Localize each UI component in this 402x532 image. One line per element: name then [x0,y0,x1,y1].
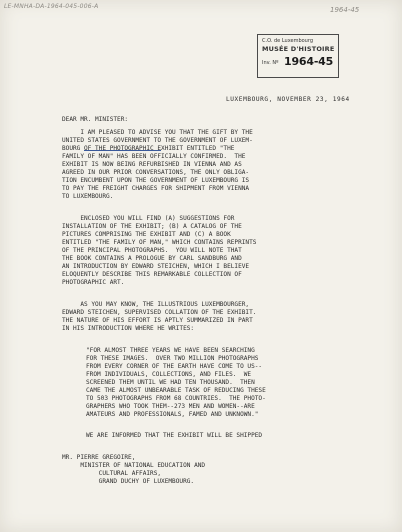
stamp-inv-label: Inv. Nº [262,60,279,66]
museum-inventory-stamp [257,34,339,78]
handwritten-reference: 1964-45 [330,6,360,14]
paragraph-2: ENCLOSED YOU WILL FIND (A) SUGGESTIONS FOR INSTALLATION OF THE EXHIBIT; (B) A CATALOG OF THE PICTURES COMPRISING THE EXHIBIT AND (C) A BOOK ENTITLED "THE FAMILY OF MAN," WHICH CONTAINS REPRINTS OF THE PRINCIPAL PHOTOGRAPHS. YOU WILL NOTE THAT THE BOOK CONTAINS A PROLOGUE BY CARL SANDBURG AND AN INTRODUCTION BY EDWARD STEICHEN, WHICH I BELIEVE ELOQUENTLY DESCRIBE THIS REMARKABLE COLLECTION OF PHOTOGRAPHIC ART. [62,215,257,286]
stamp-line-2: MUSÉE D'HISTOIRE [262,45,335,53]
letter-salutation: DEAR MR. MINISTER: [62,116,129,123]
paragraph-1: I AM PLEASED TO ADVISE YOU THAT THE GIFT BY THE UNITED STATES GOVERNMENT TO THE GOVERNMENT OF LUXEM- BOURG OF THE PHOTOGRAPHIC EXHIBIT ENTITLED "THE FAMILY OF MAN" HAS BEEN OFFICIALLY CONFIRMED. THE EXHIBIT IS NOW BEING REFURBISHED IN VIENNA AND AS AGREED IN OUR PRIOR CONVERSATIONS, THE ONLY OBLIGA- TION ENCUMBENT UPON THE GOVERNMENT OF LUXEMBOURG IS TO PAY THE FREIGHT CHARGES FOR SHIPMENT FROM VIENNA TO LUXEMBOURG. [62,129,253,200]
stamp-line-1: C.O. de Luxembourg [262,38,313,44]
archive-reference: LE-MNHA-DA-1964-045-006-A [4,3,99,10]
paragraph-4: WE ARE INFORMED THAT THE EXHIBIT WILL BE SHIPPED [86,432,263,439]
steichen-quote: "FOR ALMOST THREE YEARS WE HAVE BEEN SEARCHING FOR THESE IMAGES. OVER TWO MILLION PHOTOGRAPHS FROM EVERY CORNER OF THE EARTH HAVE COME TO US-- FROM INDIVIDUALS, COLLECTIONS, AND FILES. WE SCREENED THEM UNTIL WE HAD TEN THOUSAND. THEN CAME THE ALMOST UNBEARABLE TASK OF REDUCING THESE TO 503 PHOTOGRAPHS FROM 68 COUNTRIES. THE PHOTO- GRAPHERS WHO TOOK THEM--273 MEN AND WOMEN--ARE AMATEURS AND PROFESSIONALS, FAMED AND UNKNOWN." [86,347,266,418]
paragraph-3: AS YOU MAY KNOW, THE ILLUSTRIOUS LUXEMBOURGER, EDWARD STEICHEN, SUPERVISED COLLATION OF THE EXHIBIT. THE NATURE OF HIS EFFORT IS APTLY SUMMARIZED IN PART IN HIS INTRODUCTION WHERE HE WRITES: [62,301,257,332]
recipient-address: MR. PIERRE GREGOIRE, MINISTER OF NATIONAL EDUCATION AND CULTURAL AFFAIRS, GRAND DUCHY OF LUXEMBOURG. [62,454,206,485]
stamp-inv-number: 1964-45 [284,55,334,68]
letter-date: LUXEMBOURG, NOVEMBER 23, 1964 [226,96,350,103]
